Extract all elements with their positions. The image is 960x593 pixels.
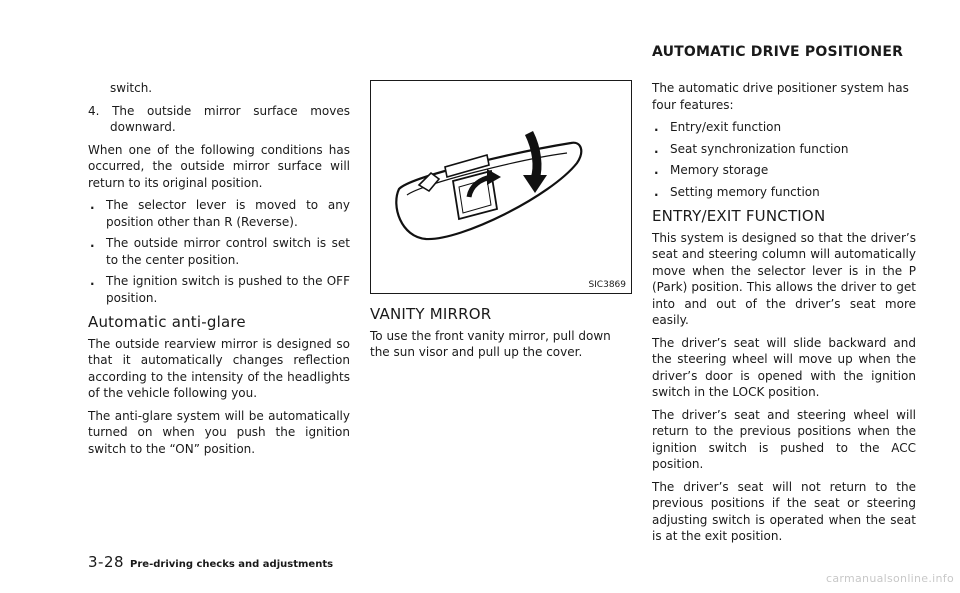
paragraph-intro: The automatic drive positioner system has four features: [652, 81, 909, 112]
sun-visor-figure [370, 80, 632, 294]
section-title: AUTOMATIC DRIVE POSITIONER [652, 44, 904, 60]
paragraph-entry-3: The driver’s seat and steering wheel will return to the previous positions when the ignition switch is pushed to the ACC position. [652, 407, 916, 471]
paragraph-entry-1: This system is designed so that the driver’s seat and steering column will automatically move when the selector lever is in the P (Park) position. This allows the driver to get into and out of the driver’s seat more easily. [652, 230, 916, 327]
heading-entry-exit-function: ENTRY/EXIT FUNCTION [652, 207, 826, 225]
paragraph-conditions: When one of the following conditions has occurred, the outside mirror surface will return to its original position. [88, 142, 350, 190]
column-right [652, 80, 916, 551]
list-item: . Memory storage [654, 163, 769, 177]
page-number: 3-28 [88, 553, 125, 571]
list-item: . The outside mirror control switch is set to the center position. [90, 236, 350, 267]
paragraph-entry-4: The driver’s seat will not return to the previous positions if the seat or steering adjusting switch is operated when the seat is at the exit position. [652, 479, 916, 543]
column-left [88, 80, 350, 463]
heading-vanity-mirror: VANITY MIRROR [370, 305, 492, 323]
column-middle [370, 298, 632, 367]
paragraph-vanity: To use the front vanity mirror, pull down the sun visor and pull up the cover. [370, 328, 611, 359]
heading-automatic-anti-glare: Automatic anti-glare [88, 313, 246, 331]
paragraph-antiglare-1: The outside rearview mirror is designed so that it automatically changes reflection according to the intensity of the headlights of the vehicle following you. [88, 336, 350, 400]
paragraph-entry-2: The driver’s seat will slide backward and the steering wheel will move up when the driver’s door is opened with the ignition switch in the LOCK position. [652, 335, 916, 399]
figure-caption: SIC3869 [588, 280, 626, 290]
step-4: 4. The outside mirror surface moves downward. [88, 103, 350, 134]
paragraph-switch: switch. [110, 81, 153, 95]
list-item: . Seat synchronization function [654, 141, 849, 156]
sun-visor-illustration [371, 81, 631, 293]
list-item: . The ignition switch is pushed to the OFF position. [90, 274, 350, 305]
list-item: . Setting memory function [654, 184, 820, 199]
watermark: carmanualsonline.info [825, 572, 954, 585]
list-item: . The selector lever is moved to any position other than R (Reverse). [90, 198, 350, 229]
list-item: . Entry/exit function [654, 120, 782, 134]
paragraph-antiglare-2: The anti-glare system will be automatically turned on when you push the ignition switch to the “ON” position. [88, 408, 350, 456]
chapter-title: Pre-driving checks and adjustments [130, 559, 334, 570]
page-footer [88, 553, 333, 571]
